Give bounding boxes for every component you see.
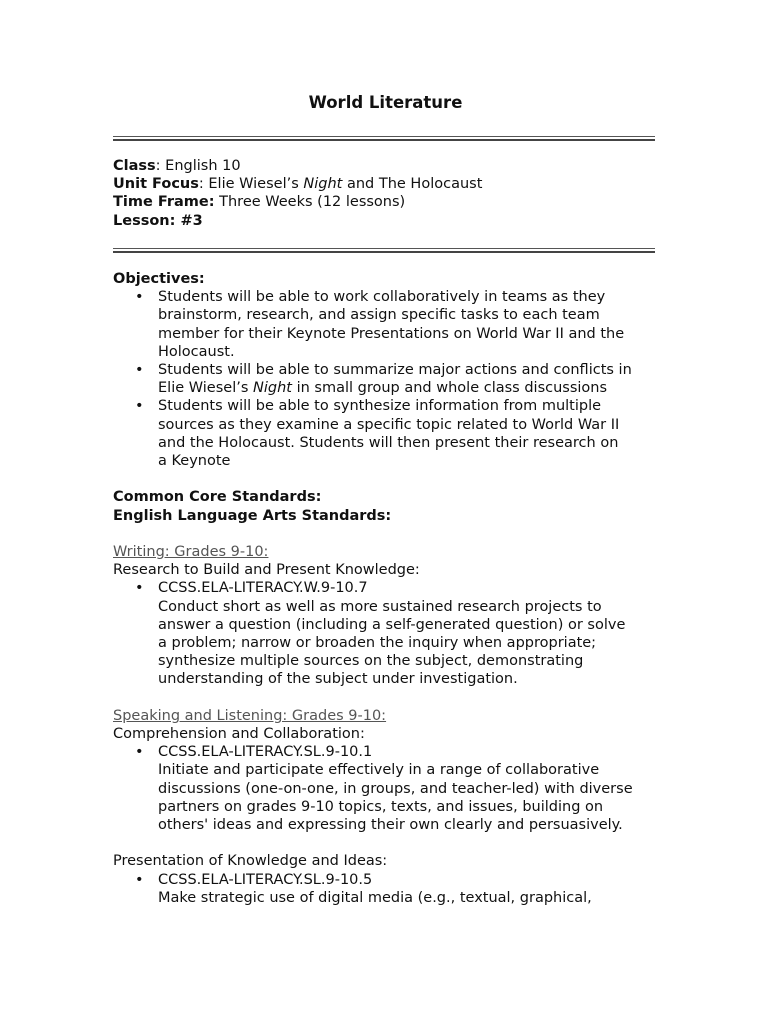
lesson-line: Lesson: #3 <box>113 212 203 229</box>
objectives-list <box>113 288 658 470</box>
objective-item: • Students will be able to synthesize information from multiple sources as they examine a specific topic related to World War II and the Holocaust. Students will then present their research on a Keynote <box>113 397 658 470</box>
writing-standards-list <box>113 579 658 688</box>
divider-top <box>113 136 655 141</box>
time-frame-line: Time Frame: Three Weeks (12 lessons) <box>113 194 406 211</box>
standard-item: • CCSS.ELA-LITERACY.SL.9-10.5 Make strategic use of digital media (e.g., textual, graphical, <box>113 871 658 907</box>
standard-code: • CCSS.ELA-LITERACY.SL.9-10.5 <box>158 871 373 888</box>
standard-code: • CCSS.ELA-LITERACY.SL.9-10.1 <box>158 744 373 761</box>
speaking-standards-list <box>113 743 658 834</box>
objective-item: • Students will be able to work collaboratively in teams as they brainstorm, research, and assign specific tasks to each team member for their Keynote Presentations on World War II and the Holocaust. <box>113 288 658 361</box>
speaking-subheading: Comprehension and Collaboration: <box>113 726 365 743</box>
standard-item: • CCSS.ELA-LITERACY.W.9-10.7 Conduct short as well as more sustained research projects to answer a question (including a self-generated question) or solve a problem; narrow or broaden the inquiry when appropriate; synthesize multiple sources on the subject, demonstrating understanding of the subject under investigation. <box>113 579 658 688</box>
document-title: World Literature <box>308 93 463 112</box>
ela-standards-heading: English Language Arts Standards: <box>113 507 392 524</box>
standard-item: • CCSS.ELA-LITERACY.SL.9-10.1 Initiate and participate effectively in a range of collaborative discussions (one-on-one, in groups, and teacher-led) with diverse partners on grades 9-10 topics, texts, and issues, building on others' ideas and expressing their own clearly and persuasively. <box>113 743 658 834</box>
class-line: Class: English 10 <box>113 158 241 174</box>
writing-subheading: Research to Build and Present Knowledge: <box>113 562 420 579</box>
speaking-listening-heading: Speaking and Listening: Grades 9-10: <box>113 707 387 724</box>
objective-item: • Students will be able to summarize major actions and conflicts in Elie Wiesel’s Night in small group and whole class discussions <box>113 361 658 397</box>
unit-focus-line: Unit Focus: Elie Wiesel’s Night and The Holocaust <box>113 176 483 193</box>
class-info <box>113 157 658 230</box>
writing-grades-heading: Writing: Grades 9-10: <box>113 544 269 561</box>
objectives-heading: Objectives: <box>113 271 205 287</box>
presentation-standards-list <box>113 871 658 907</box>
presentation-subheading: Presentation of Knowledge and Ideas: <box>113 853 388 870</box>
objectives-section <box>113 270 658 907</box>
common-core-heading: Common Core Standards: <box>113 489 322 506</box>
standard-code: • CCSS.ELA-LITERACY.W.9-10.7 <box>158 580 368 597</box>
divider-bottom <box>113 248 655 253</box>
